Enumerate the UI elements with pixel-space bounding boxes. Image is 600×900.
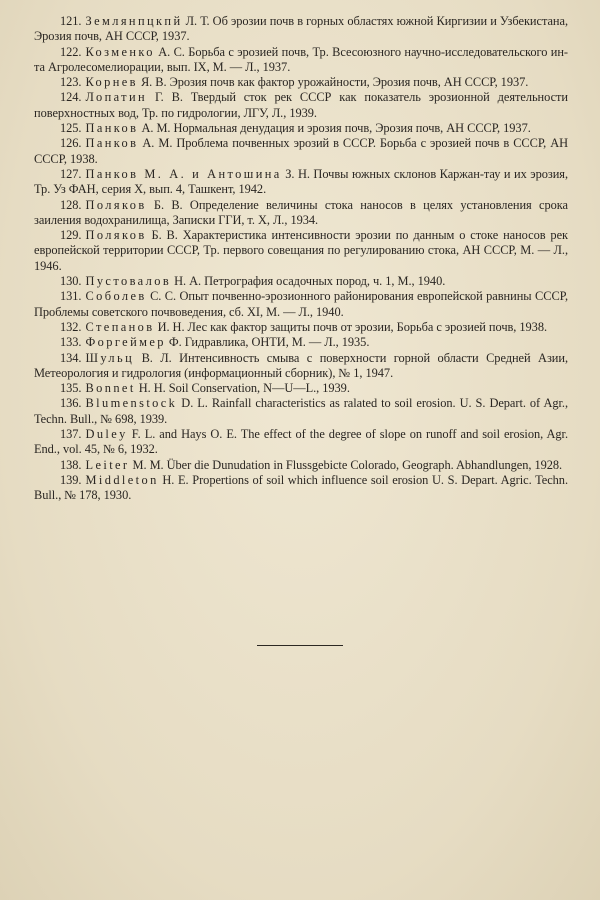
reference-author: Leiter [85, 457, 130, 472]
reference-author: Blumenstock [85, 396, 178, 411]
reference-number: 136. [60, 396, 82, 411]
reference-text: А. С. Борьба с эрозией почв, Тр. Всесоюзного научно-исследовательского ин-та Агролесомелиорации, вып. IX, М. — Л., 1937. [34, 44, 568, 74]
reference-text: С. С. Опыт почвенно-эрозионного районирования европейской равнины СССР, Проблемы советского почвоведения, сб. XI, М. — Л., 1940. [34, 289, 568, 319]
reference-entry [34, 473, 568, 504]
reference-number: 126. [60, 136, 82, 151]
reference-entry [34, 167, 568, 198]
reference-number: 134. [60, 350, 82, 365]
reference-author: Землянпцкпй [85, 14, 183, 28]
reference-entry [34, 121, 568, 136]
reference-author: Bonnet [85, 381, 136, 396]
reference-entry [34, 320, 568, 335]
reference-entry [34, 427, 568, 458]
reference-author: Форгеймер [85, 335, 166, 350]
reference-number: 130. [60, 274, 82, 289]
reference-author: Лопатин [85, 90, 148, 105]
reference-number: 131. [60, 289, 82, 304]
reference-text: Б. В. Характеристика интенсивности эрозии по данным о стоке наносов рек европейской территории СССР, Тр. первого совещания по регулированию стока, АН СССР, М. — Л., 1946. [34, 228, 568, 273]
reference-entry [34, 274, 568, 289]
reference-text: Н. А. Петрография осадочных пород, ч. 1, М., 1940. [171, 274, 446, 289]
reference-author: Корнев [85, 75, 138, 90]
reference-author: Поляков [85, 197, 147, 212]
reference-number: 133. [60, 335, 82, 350]
reference-text: Г. В. Твердый сток рек СССР как показатель эрозионной деятельности поверхностных вод, Тр. по гидрологии, ЛГУ, Л., 1939. [34, 90, 568, 120]
reference-author: Middleton [85, 472, 159, 487]
reference-text: А. М. Нормальная денудация и эрозия почв, Эрозия почв, АН СССР, 1937. [138, 121, 531, 136]
reference-author: Соболев [85, 289, 147, 304]
reference-entry [34, 289, 568, 320]
reference-author: Duley [85, 427, 128, 442]
reference-number: 121. [60, 14, 82, 28]
reference-entry [34, 136, 568, 167]
reference-number: 122. [60, 44, 82, 59]
reference-number: 129. [60, 228, 82, 243]
reference-text: А. М. Проблема почвенных эрозий в СССР. Борьба с эрозией почв в СССР, АН СССР, 1938. [34, 136, 568, 166]
reference-number: 125. [60, 121, 82, 136]
reference-entry [34, 335, 568, 350]
reference-author: Козменко [85, 44, 155, 59]
reference-entry [34, 14, 568, 45]
reference-number: 135. [60, 381, 82, 396]
reference-author: Пустовалов [85, 274, 172, 289]
section-divider [257, 645, 343, 646]
reference-text: И. Н. Лес как фактор защиты почв от эрозии, Борьба с эрозией почв, 1938. [154, 319, 548, 334]
reference-number: 124. [60, 90, 82, 105]
reference-entry [34, 75, 568, 90]
reference-entry [34, 45, 568, 76]
reference-author: Шульц [85, 350, 135, 365]
reference-author: Панков [85, 136, 139, 151]
reference-entry [34, 351, 568, 382]
reference-author: Степанов [85, 319, 155, 334]
reference-text: M. M. Über die Dunudation in Flussgebicte Colorado, Geograph. Abhandlungen, 1928. [129, 457, 563, 472]
reference-text: H. E. Propertions of soil which influence soil erosion U. S. Depart. Agric. Techn. Bull., № 178, 1930. [34, 472, 568, 503]
reference-text: Я. В. Эрозия почв как фактор урожайности, Эрозия почв, АН СССР, 1937. [137, 75, 529, 90]
reference-entry [34, 458, 568, 473]
reference-number: 132. [60, 319, 82, 334]
reference-author: Панков М. А. и Антошина [85, 166, 282, 181]
reference-number: 123. [60, 75, 82, 90]
reference-author: Панков [85, 121, 139, 136]
reference-entry [34, 228, 568, 274]
reference-text: З. Н. Почвы южных склонов Каржан-тау и их эрозия, Тр. Уз ФАН, серия X, вып. 4, Ташкент, 1942. [34, 166, 568, 197]
reference-entry [34, 198, 568, 229]
reference-number: 139. [60, 472, 82, 487]
reference-text: Б. В. Определение величины стока наносов в целях установления срока заиления водохранилища, Записки ГГИ, т. X, Л., 1934. [34, 197, 568, 227]
reference-entry [34, 396, 568, 427]
reference-text: В. Л. Интенсивность смыва с поверхности горной области Средней Азии, Метеорология и гидрология (информационный сборник), № 1, 1947. [34, 350, 568, 380]
reference-text: D. L. Rainfall characteristics as ralated to soil erosion. U. S. Depart. of Agr., Techn. Bull., № 698, 1939. [34, 396, 568, 426]
reference-text: H. H. Soil Conservation, N—U—L., 1939. [135, 381, 350, 396]
reference-number: 138. [60, 457, 82, 472]
reference-text: Л. Т. Об эрозии почв в горных областях южной Киргизии и Узбекистана, Эрозия почв, АН СССР, 1937. [34, 14, 568, 44]
reference-number: 127. [60, 166, 82, 181]
reference-text: Ф. Гидравлика, ОНТИ, М. — Л., 1935. [165, 335, 370, 350]
reference-number: 128. [60, 197, 82, 212]
reference-author: Поляков [85, 228, 147, 243]
reference-entry [34, 381, 568, 396]
reference-list [34, 14, 568, 504]
reference-text: F. L. and Hays O. E. The effect of the degree of slope on runoff and soil erosion, Agr. End., vol. 45, № 6, 1932. [34, 427, 568, 457]
reference-entry [34, 90, 568, 121]
reference-number: 137. [60, 427, 82, 442]
